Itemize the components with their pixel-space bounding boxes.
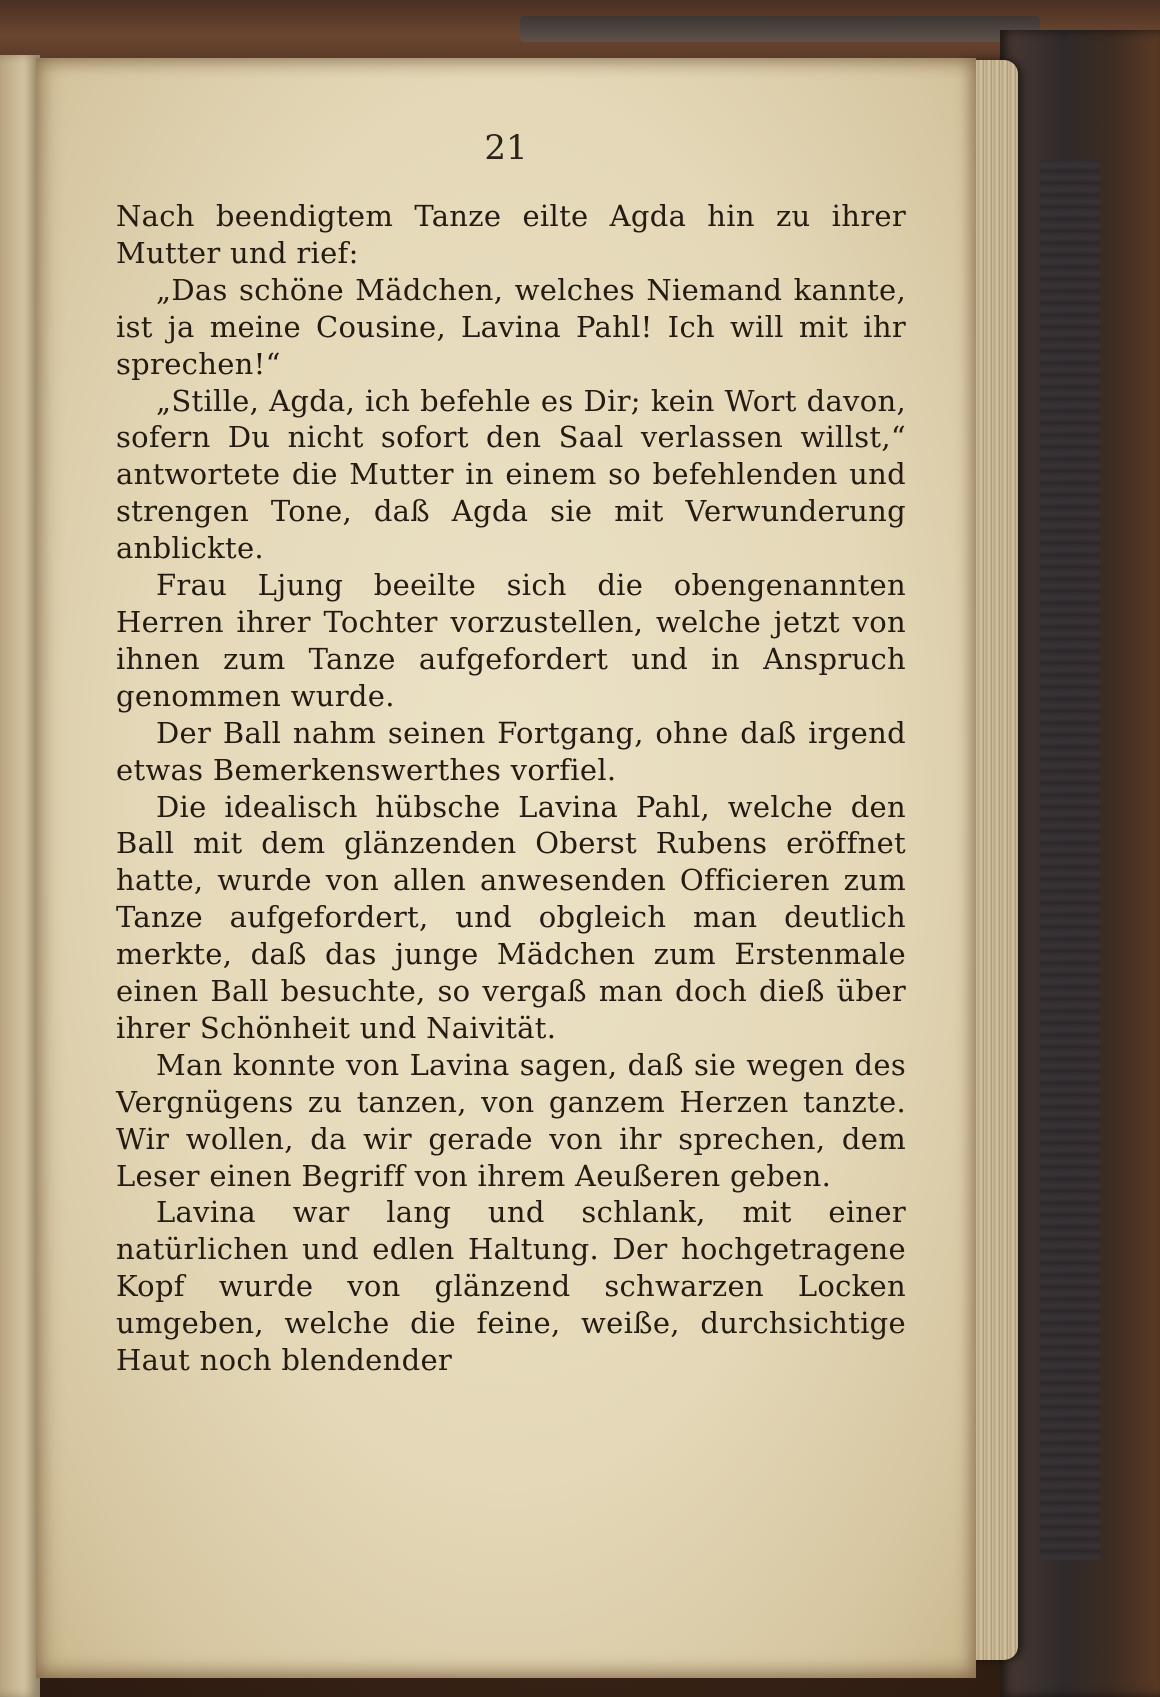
paragraph: Nach beendigtem Tanze eilte Agda hin zu ihrer Mutter und rief: xyxy=(116,199,906,270)
paragraph: Die idealisch hübsche Lavina Pahl, welche den Ball mit dem glänzenden Oberst Rubens eröffnet hatte, wurde von allen anwesenden Officieren zum Tanze aufgefordert, und obgleich man deutlich merkte, daß das junge Mädchen zum Erstenmale einen Ball besuchte, so vergaß man doch dieß über ihrer Schönheit und Naivität. xyxy=(116,789,906,1045)
book-cover-edge xyxy=(1040,160,1100,1560)
paragraph: „Stille, Agda, ich befehle es Dir; kein Wort davon, sofern Du nicht sofort den Saal verlassen willst,“ antwortete die Mutter in einem so befehlenden und strengen Tone, daß Agda sie mit Verwunderung anblickte. xyxy=(116,383,906,566)
paragraph: „Das schöne Mädchen, welches Niemand kannte, ist ja meine Cousine, Lavina Pahl! Ich will mit ihr sprechen!“ xyxy=(116,272,906,381)
paragraph: Lavina war lang und schlank, mit einer natürlichen und edlen Haltung. Der hochgetragene Kopf wurde von glänzend schwarzen Locken umgeben, welche die feine, weiße, durchsichtige Haut noch blendender xyxy=(116,1195,906,1378)
book-page xyxy=(36,58,976,1678)
book-spine-strip xyxy=(520,16,1040,42)
page-text xyxy=(116,198,906,1379)
left-page-edge xyxy=(0,55,40,1697)
paragraph: Frau Ljung beeilte sich die obengenannten Herren ihrer Tochter vorzustellen, welche jetzt von ihnen zum Tanze aufgefordert und in Anspruch genommen wurde. xyxy=(116,568,906,713)
paragraph: Der Ball nahm seinen Fortgang, ohne daß irgend etwas Bemerkenswerthes vorfiel. xyxy=(116,715,906,787)
paragraph: Man konnte von Lavina sagen, daß sie wegen des Vergnügens zu tanzen, von ganzem Herzen tanzte. Wir wollen, da wir gerade von ihr sprechen, dem Leser einen Begriff von ihrem Aeußeren geben. xyxy=(116,1047,906,1193)
page-number: 21 xyxy=(484,128,528,168)
